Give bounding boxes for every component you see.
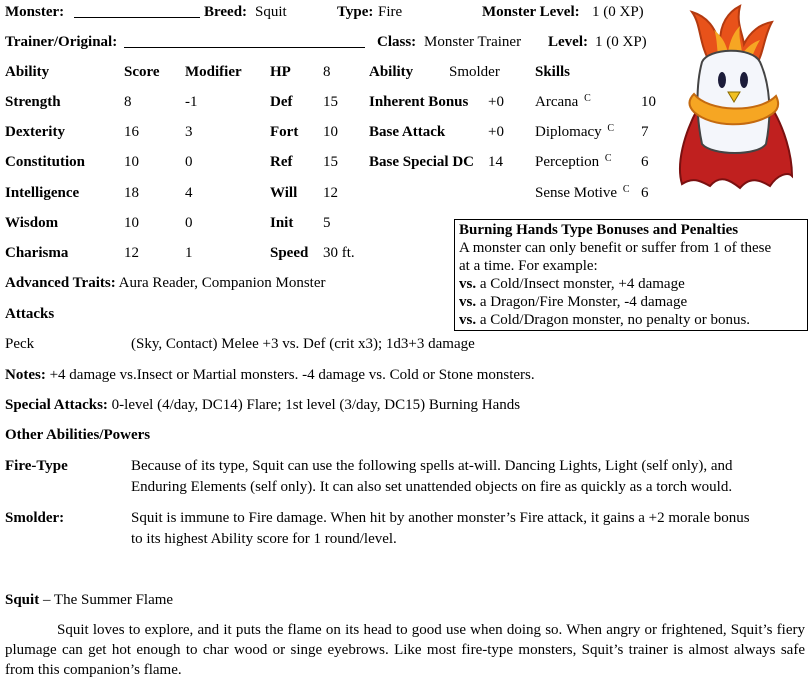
type-box-item: vs. a Dragon/Fire Monster, -4 damage (459, 294, 688, 310)
squit-illustration (668, 4, 796, 190)
ability-score: 12 (124, 245, 139, 261)
notes: Notes: +4 damage vs.Insect or Martial monsters. -4 damage vs. Cold or Stone monsters. (5, 367, 535, 383)
type-box-item: vs. a Cold/Dragon monster, no penalty or bonus. (459, 312, 751, 328)
attacks-heading: Attacks (5, 306, 55, 322)
smolder-label: Smolder: (5, 510, 65, 526)
class-skill-mark: C (607, 123, 615, 134)
class-skill-mark: C (604, 153, 612, 164)
skill-row (535, 184, 630, 204)
attack-name: Peck (5, 336, 35, 352)
ability-name: Strength (5, 94, 61, 110)
ability-name: Dexterity (5, 124, 65, 140)
smolder-text: to its highest Ability score for 1 round/level. (131, 531, 397, 547)
special-ability-label: Ability (369, 64, 414, 80)
flavor-title: Squit – The Summer Flame (5, 592, 174, 608)
monster-label: Monster: (5, 4, 65, 20)
inherent-bonus-value: +0 (488, 94, 504, 110)
skill-value: 10 (641, 94, 656, 110)
defense-name: Speed (270, 245, 309, 261)
score-col-header: Score (124, 64, 160, 80)
class-value: Monster Trainer (424, 34, 522, 50)
right-eye (740, 72, 748, 88)
defense-value: 8 (323, 64, 331, 80)
ability-score: 8 (124, 94, 132, 110)
defense-name: Def (270, 94, 293, 110)
ability-score: 10 (124, 215, 139, 231)
defense-value: 15 (323, 94, 338, 110)
inherent-bonus-label: Inherent Bonus (369, 94, 469, 110)
defense-value: 30 ft. (323, 245, 355, 261)
ability-name: Wisdom (5, 215, 59, 231)
modifier-col-header: Modifier (185, 64, 242, 80)
skill-value: 6 (641, 185, 649, 201)
left-eye (718, 72, 726, 88)
skill-value: 7 (641, 124, 649, 140)
skill-name: Arcana (535, 94, 579, 110)
fire-type-text: Enduring Elements (self only). It can also set unattended objects on fire as quickly as a torch would. (131, 479, 733, 495)
ability-col-header: Ability (5, 64, 50, 80)
monster-name-blank[interactable] (74, 3, 200, 18)
skill-row (535, 93, 591, 113)
other-abilities-heading: Other Abilities/Powers (5, 427, 151, 443)
defense-name: Will (270, 185, 298, 201)
base-special-dc-value: 14 (488, 154, 503, 170)
defense-name: Ref (270, 154, 293, 170)
ability-modifier: 1 (185, 245, 193, 261)
defense-name: Init (270, 215, 294, 231)
defense-value: 15 (323, 154, 338, 170)
ability-score: 16 (124, 124, 139, 140)
trainer-label: Trainer/Original: (5, 34, 118, 50)
type-label: Type: (337, 4, 374, 20)
monster-level-label: Monster Level: (482, 4, 580, 20)
ability-modifier: 0 (185, 215, 193, 231)
ability-name: Constitution (5, 154, 86, 170)
ability-modifier: 0 (185, 154, 193, 170)
trainer-level-label: Level: (548, 34, 588, 50)
ability-modifier: -1 (185, 94, 198, 110)
class-skill-mark: C (622, 184, 630, 195)
smolder-text: Squit is immune to Fire damage. When hit by another monster’s Fire attack, it gains a +2 morale bonus (131, 510, 750, 526)
base-attack-label: Base Attack (369, 124, 446, 140)
base-special-dc-label: Base Special DC (369, 154, 474, 170)
fire-type-label: Fire-Type (5, 458, 68, 474)
type-bonus-box (454, 219, 808, 331)
skill-row (535, 153, 612, 173)
defense-value: 10 (323, 124, 338, 140)
type-box-text: A monster can only benefit or suffer from 1 of these (459, 240, 772, 256)
trainer-level-value: 1 (0 XP) (595, 34, 647, 50)
special-attacks: Special Attacks: 0-level (4/day, DC14) Flare; 1st level (3/day, DC15) Burning Hands (5, 397, 521, 413)
trainer-name-blank[interactable] (124, 33, 365, 48)
skill-name: Diplomacy (535, 124, 602, 140)
type-box-item: vs. a Cold/Insect monster, +4 damage (459, 276, 685, 292)
special-ability-value: Smolder (449, 64, 500, 80)
breed-value: Squit (255, 4, 287, 20)
class-skill-mark: C (584, 93, 591, 104)
ability-modifier: 3 (185, 124, 193, 140)
type-value: Fire (378, 4, 403, 20)
advanced-traits: Advanced Traits: Aura Reader, Companion Monster (5, 275, 326, 291)
fire-type-text: Because of its type, Squit can use the following spells at-will. Dancing Lights, Light (self only), and (131, 458, 733, 474)
ability-name: Intelligence (5, 185, 80, 201)
skills-label: Skills (535, 64, 571, 80)
skill-name: Sense Motive (535, 185, 618, 201)
ability-score: 10 (124, 154, 139, 170)
type-box-title: Burning Hands Type Bonuses and Penalties (459, 222, 739, 238)
ability-modifier: 4 (185, 185, 193, 201)
defense-name: Fort (270, 124, 299, 140)
ability-score: 18 (124, 185, 139, 201)
defense-name: HP (270, 64, 291, 80)
defense-value: 5 (323, 215, 331, 231)
skill-value: 6 (641, 154, 649, 170)
breed-label: Breed: (204, 4, 248, 20)
base-attack-value: +0 (488, 124, 504, 140)
attack-description: (Sky, Contact) Melee +3 vs. Def (crit x3); 1d3+3 damage (131, 336, 475, 352)
skill-name: Perception (535, 154, 600, 170)
flavor-text: Squit loves to explore, and it puts the flame on its head to good use when doing so. When angry or frightened, Squit’s fiery plumage can get hot enough to char wood or singe eyebrows. Like most fire-type monsters, Squit’s trainer is almost always safe from this companion’s flame. (5, 622, 805, 678)
skill-row (535, 123, 614, 143)
monster-level-value: 1 (0 XP) (592, 4, 644, 20)
class-label: Class: (377, 34, 417, 50)
type-box-text: at a time. For example: (459, 258, 598, 274)
ability-name: Charisma (5, 245, 69, 261)
defense-value: 12 (323, 185, 338, 201)
